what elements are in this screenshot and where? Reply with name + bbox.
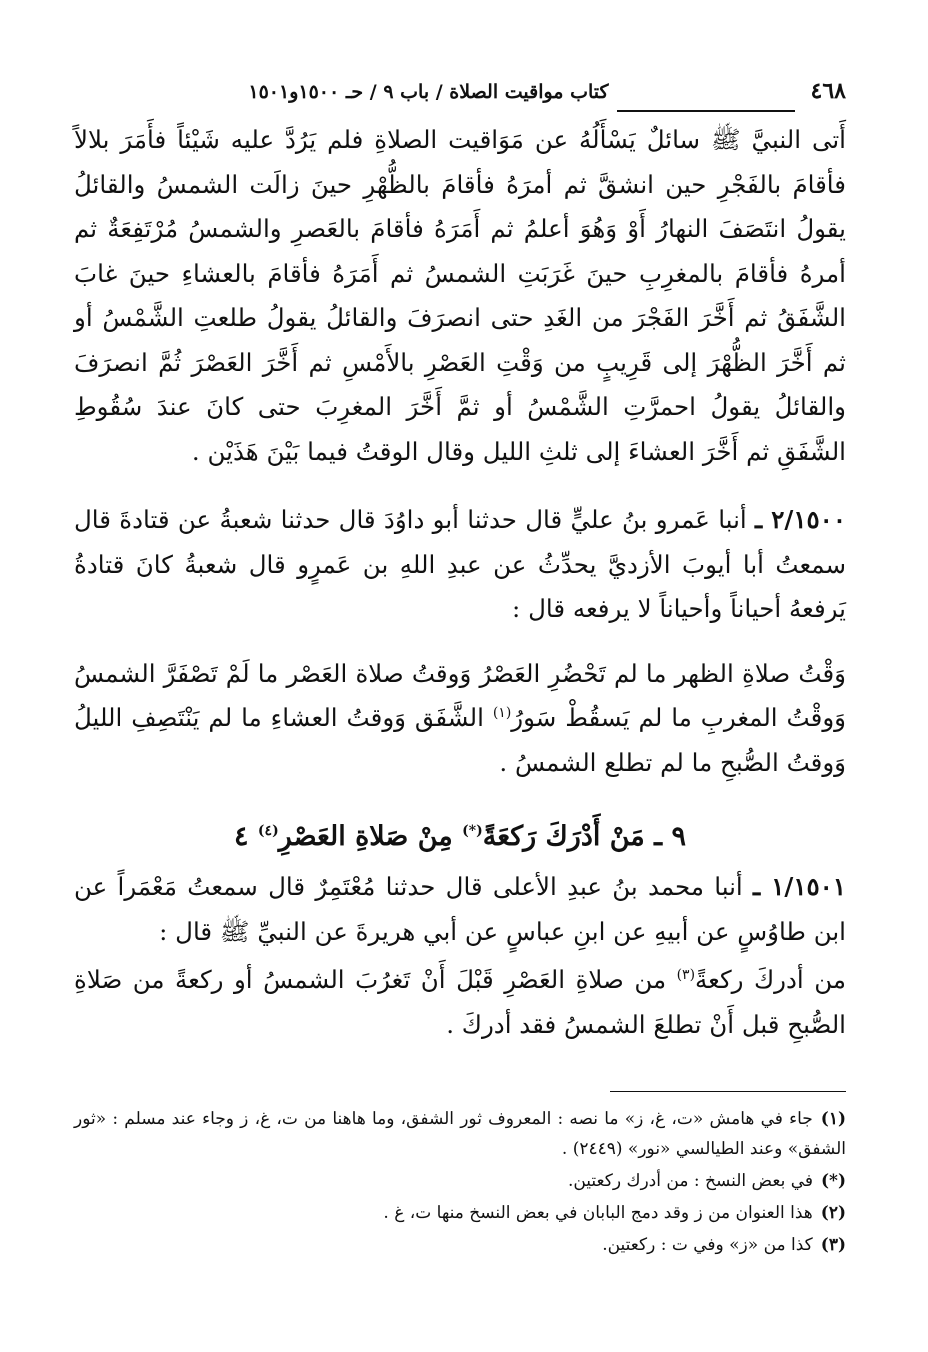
footnote-mark: (٣) [820, 1235, 846, 1255]
footnote-ref-1: (١) [492, 704, 512, 721]
hadith-isnad-1501-1: أنبا محمد بنُ عبدِ الأعلى قال حدثنا مُعْتَمِرٌ قال سمعتُ مَعْمَراً عن ابن طاوُسٍ عن أبيهِ عن ابنِ عباسٍ عن أبي هريرةَ عن النبيِّ ﷺ قال : [74, 872, 846, 946]
footnote-text: جاء في هامش «ت، غ، ز» ما نصه : المعروف ثور الشفق، وما هاهنا من ت، غ، ز وجاء عند مسلم : «ثور الشفق» وعند الطيالسي «نور» (٢٤٤٩) . [74, 1109, 846, 1159]
chapter-heading [74, 813, 846, 861]
hadith-matn-1500-2 [74, 652, 846, 786]
footnotes [74, 1104, 846, 1260]
page-number: ٤٦٨ [810, 78, 846, 104]
footnote-text: هذا العنوان من ز وقد دمج البابان في بعض النسخ منها ت، غ . [383, 1203, 813, 1223]
hadith-text-1: أَتى النبيَّ ﷺ سائلٌ يَسْأَلُهُ عن مَوَاقيت الصلاةِ فلم يَرُدَّ عليه شَيْئاً فأَمَرَ بلالاً فأقامَ بالفَجْرِ حين انشقَّ ثم أمرَهُ فأقامَ بالظُّهْرِ حينَ زالَت الشمسُ والقائلُ يقولُ انتَصَفَ النهارُ أَوْ وَهُوَ أعلمُ ثم أَمَرَهُ فأقامَ بالعَصرِ والشمسُ مُرْتَفِعَةٌ ثم أمرهُ فأقامَ بالمغرِبِ حينَ غَرَبَتِ الشمسُ ثم أَمَرَهُ فأقامَ بالعشاءِ حينَ غابَ الشَّفَقُ ثم أَخَّرَ الفَجْرَ من الغَدِ حتى انصرَفَ والقائلُ يقولُ طلعتِ الشَّمْسُ أو ثم أَخَّرَ الظُّهْرَ إلى قَرِيبٍ من وَقْتِ العَصْرِ بالأَمْسِ ثم أَخَّرَ العَصْرَ ثُمَّ انصرَفَ والقائلُ يقولُ احمرَّتِ الشَّمْسُ أو ثمَّ أَخَّرَ المغرِبَ حتى كانَ عندَ سُقُوطِ الشَّفَقِ ثم أَخَّرَ العشاءَ إلى ثلثِ الليل وقال الوقتُ فيما بَيْنَ هَذَيْن . [74, 125, 846, 466]
matn-1501-part-a: من أدركَ ركعةً [695, 965, 846, 994]
footnote-ref-3: (٣) [676, 966, 696, 983]
footnote-separator [610, 1091, 846, 1092]
footnote-mark: (٢) [820, 1203, 846, 1223]
footnote-text: في بعض النسخ : من أدرك ركعتين. [567, 1171, 814, 1191]
hadith-isnad-1500-2: أنبا عَمرو بنُ عليٍّ قال حدثنا أبو داوُدَ قال حدثنا شعبةُ عن قتادةَ قال سمعتُ أبا أيوبَ الأزديَّ يحدِّثُ عن عبدِ اللهِ بن عَمرٍو قال شعبةُ كانَ قتادةُ يَرفعهُ أحياناً وأحياناً لا يرفعه قال : [74, 505, 846, 623]
running-title: كتاب مواقيت الصلاة / باب ٩ / حـ ١٥٠٠و١٥٠١ [248, 81, 609, 103]
footnote-1 [74, 1104, 846, 1164]
footnote-3 [74, 1230, 846, 1260]
footnote-star [74, 1166, 846, 1196]
footnote-mark: (١) [820, 1109, 846, 1129]
hadith-1500-2 [74, 498, 846, 632]
hadith-number-1501-1: ١/١٥٠١ ـ [753, 872, 846, 901]
heading-star-ref: (*) [462, 823, 483, 839]
footnote-text: كذا من «ز» وفي ت : ركعتين. [602, 1235, 813, 1255]
footnote-2 [74, 1198, 846, 1228]
heading-footnote-ref: (٤) [257, 823, 279, 839]
hadith-1501-1 [74, 865, 846, 954]
hadith-matn-1501-1 [74, 958, 846, 1047]
footnote-mark: (*) [821, 1171, 846, 1191]
matn-part-b: الشَّفَق وَوقتُ العشاءِ ما لم يَنْتَصِفِ الليلُ وَوقتُ الصُّبحِ ما لم تطلع الشمسُ . [74, 703, 846, 777]
matn-1501-part-b: من صلاةِ العَصْرِ قَبْلَ أَنْ تَغرُبَ الشمسُ أو ركعةً من صَلاةِ الصُّبحِ قبل أَنْ تطلعَ الشمسُ فقد أدركَ . [74, 965, 846, 1039]
heading-tail: ٤ [233, 821, 258, 852]
matn-part-a: وَقْتُ صلاةِ الظهر ما لم تَحْضُرِ العَصْرُ وَوقتُ صلاة العَصْر ما لَمْ تَصْفَرَّ الشمسُ وَوقْتُ المغربِ ما لم يَسقُطْ سَورُ [74, 658, 846, 732]
running-head [74, 78, 846, 118]
hadith-number-1500-2: ٢/١٥٠٠ ـ [755, 505, 846, 534]
heading-part-b: مِنْ صَلاةِ العَصْرِ [278, 821, 463, 852]
header-rule [617, 110, 795, 112]
heading-part-a: ٩ ـ مَنْ أَدْرَكَ رَكعَةً [482, 821, 686, 852]
